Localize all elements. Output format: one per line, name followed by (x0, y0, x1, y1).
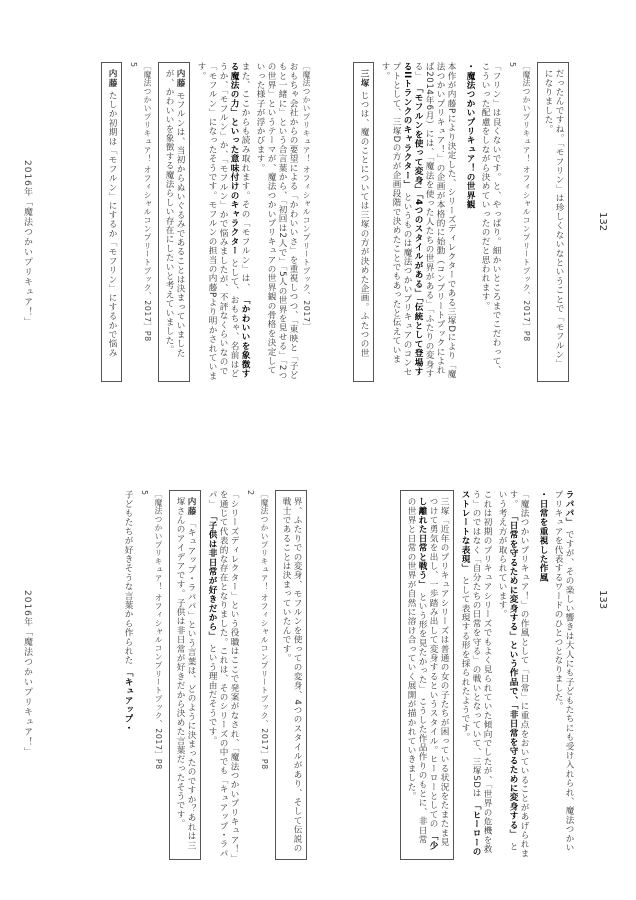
paragraph: おもちゃ会社からの要望による「かわいいさ」を重視しつつ、「東映と「子どもと一緒に」という合言葉から、「初回は2人で」「5人の世界を見せる」「2つの世界」というテーマが、魔法つかいプリキュアの世界観の骨格を決定していった様子が浮かびます。 (255, 62, 298, 381)
emphasis: 「子供は非日常が好きだから」 (207, 511, 217, 641)
note-number: 5 (129, 62, 138, 68)
page-number: 133 (597, 590, 608, 610)
paragraph (459, 490, 492, 860)
interview-quote (353, 62, 374, 382)
text-column-left (70, 62, 312, 382)
text-run: また、ここからも読み取れます。その「モフルン」は、 (240, 62, 250, 292)
paragraph (206, 490, 239, 860)
speaker-name: 内藤 (186, 497, 196, 516)
page-number: 132 (597, 212, 608, 232)
quote-text: という形を見たかった」 (417, 592, 427, 694)
note-number: 2 (246, 490, 255, 496)
quote-text: たしか初期は「モフルン」にするか「モフリン」にするかで悩み (107, 90, 117, 358)
emphasis: 「モフルンを使って変身」「4つのスタイルがある」「伝統として登場するIIトランクのキャラクター」 (402, 62, 423, 377)
text-column-right (328, 490, 574, 860)
note-number: 5 (140, 490, 149, 496)
section-heading: ・魔法つかいプリキュア！の世界観 (465, 62, 475, 210)
interview-quote (101, 62, 122, 382)
text-run: ですが、その楽しい響きは大人にも子どもたちにも受け入れられ、魔法つかいプリキュアを代表するワードのひとつとなりました。 (553, 490, 574, 853)
running-head: 2016年「魔法つかいプリキュア！」 (22, 160, 32, 327)
citation: ［魔法つかいプリキュア！ オフィシャルコンプリートブック、2017］P8 (260, 490, 269, 770)
interview-quote (158, 62, 190, 382)
text-run: 本作が内藤Pにより決定した、シリーズディレクターである三塚Dにより「魔法つかいプリキュア！」の企画が本格的に始動（コンプリートブックによれば2014年6月）には、「魔法を使った人たちの世界がある」「ふたりの変身する」 (413, 62, 456, 379)
emphasis: 「日常を守るために変身する」という作品で、「非日常を守るために変身する」 (508, 511, 518, 839)
text-run: として表現する形を採られたようです。 (460, 576, 470, 742)
emphasis: ラパパ」 (564, 490, 574, 527)
interview-quote (169, 490, 201, 860)
text-run: という考え方が取られています。 (497, 490, 518, 852)
quote-text: じつは、魔のことについては三塚の方が決めた企画。ふたつの世 (359, 90, 369, 358)
text-run: という理由だそうです。 (207, 643, 217, 746)
paragraph (552, 490, 574, 860)
citation: ［魔法つかいプリキュア！ オフィシャルコンプリートブック、2017］P8 (143, 62, 152, 342)
paragraph: 「フリン」は良くないです。と、やっぱり。細かいところまでこだわって、こういった配慮をしながら決めていったのだと思われます。 (480, 62, 501, 375)
text-run: 「魔法つかいプリキュア！」の作風として「日常」に重点をおいていることがあげられます。 (508, 490, 529, 858)
citation: ［魔法つかいプリキュア！ オフィシャルコンプリートブック、2017］P8 (154, 490, 163, 770)
emphasis: 「少し離れた日常と戦う」 (417, 497, 438, 850)
running-head: 2016年「魔法つかいプリキュア！」 (22, 590, 32, 757)
quote-text: だったんですね。「モフリン」は珍しくないなということで「モフルン」になりました。 (543, 69, 564, 369)
speaker-name: 内藤 (175, 69, 185, 88)
interview-quote (275, 490, 307, 860)
citation: ［魔法つかいプリキュア！ オフィシャルコンプリートブック、2017］P8 (522, 62, 531, 342)
emphasis: 「キュアップ・ (123, 668, 133, 733)
citation: ［魔法つかいプリキュア！ オフィシャルコンプリートブック、2017］ (302, 62, 311, 331)
text-run: これは初期のプリキュアシリーズでもよく見られていた傾向でしたが、「世界の危機を救う」のではなく「自分たちの日常を守る」の戦いとなっていて、三塚SDは (471, 490, 492, 854)
quote-text: 三塚「近年のプリキュアシリーズは普通の女の子たちが困っている状況をたまたま見つけて勇気を出し、一歩踏み出して変身するというスタイル。ヒーローとしての (428, 497, 449, 847)
speaker-name: 内藤 (107, 69, 117, 88)
note-number: 5 (508, 62, 517, 68)
text-run: 「シリーズディレクター」という役職はここで発案がなされ、「魔法つかいプリキュア！」を通じて代表的な存在となりました。これは、そのシリーズの中でも「キュアップ・ラパパ」 (207, 490, 239, 859)
paragraph (379, 62, 456, 382)
text-column-right (328, 62, 574, 382)
page-133 (0, 450, 636, 900)
interview-quote (400, 490, 454, 860)
quote-text: 界、ふたりでの変身、モフルンを使っての変身、4つのスタイルがあり、そして伝説の戦士であることは決まっていたんです。 (281, 497, 302, 853)
text-run: というものは魔法つかいプリキュアのコンセプトとして、三塚Dの方が企画段階で決めたことでもあったと伝えています。 (380, 62, 412, 377)
quote-text: こうした作品作りのもとに、非日常の世界と日常の世界が自然に溶け合っていく展開が描かれていきました。 (406, 497, 427, 845)
quote-text: 「キュアップ・ラパパ」という言葉は、どのように決まったのですか？あれは三塚さんのアイデアです。子供は非日常が好きだから決めた言葉だったそうです。 (175, 497, 196, 850)
paragraph (496, 490, 529, 860)
section-heading: ・日常を重視した作風 (538, 490, 548, 582)
emphasis: 「かわいいを象徴する魔法の力」といった意味付けのキャラクター (229, 62, 250, 379)
text-run: として、おもちゃ、名前はどうか、「モフルン」か、「モフルン」かで悩みましたが、不評なくらいなので「モフルン」になったそうです。モフルンの担当の内藤Pより明かされています。 (196, 62, 239, 381)
text-run: 子どもたちが好きそうな言葉から作られた (123, 490, 133, 665)
interview-quote (537, 62, 569, 382)
emphasis: 「ヒーローのストレートな表現」 (460, 490, 481, 857)
text-column-left (70, 490, 312, 860)
quote-text: モフルンは、当初からぬいぐるみであることは決まっていましたが、かわいいを象徴する魔法らしい存在にしたいと考えていました。 (164, 69, 185, 358)
speaker-name: 三塚 (359, 69, 369, 88)
paragraph (122, 490, 133, 860)
paragraph (195, 62, 250, 382)
